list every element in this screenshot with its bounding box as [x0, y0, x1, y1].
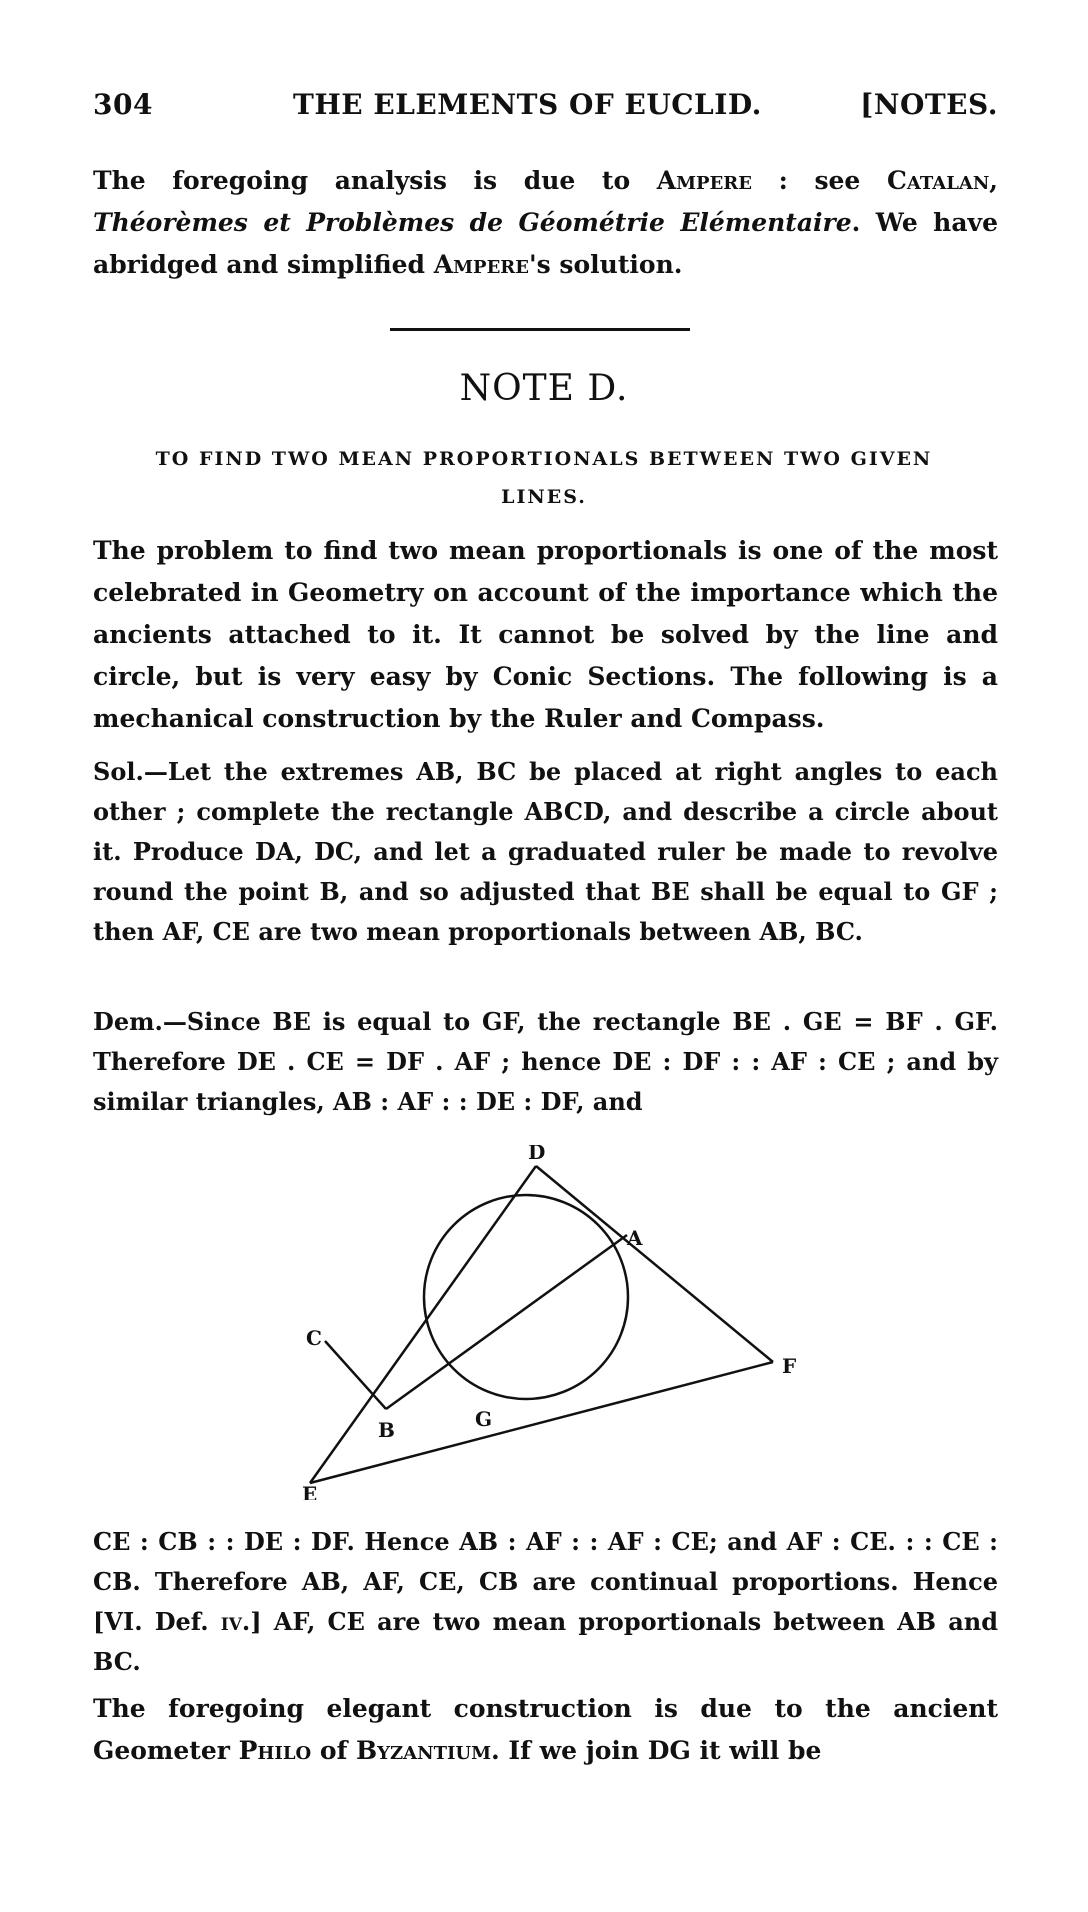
intro-paragraph: [93, 160, 998, 286]
page-header: [93, 88, 998, 128]
conclusion-text-1: CE : CB : : DE : DF. Hence AB : AF : : AF : CE; and AF : CE. : : CE : CB. Therefore AB, AF, CE, CB are continual proportions. Hence [VI. Def.: [93, 1527, 998, 1636]
label-b: B: [378, 1418, 395, 1442]
section-divider: [390, 328, 690, 331]
author-catalan: Catalan: [886, 166, 990, 195]
note-subtitle: TO FIND TWO MEAN PROPORTIONALS BETWEEN TWO GIVEN LINES.: [155, 448, 933, 508]
line-ba: [386, 1235, 627, 1409]
definition-number: iv: [220, 1607, 242, 1636]
attribution-text-3: . If we join DG it will be: [491, 1736, 822, 1765]
attribution-text-1: The foregoing elegant construction is due to the ancient Geometer: [93, 1694, 998, 1765]
label-d: D: [528, 1145, 546, 1164]
note-title: NOTE D.: [459, 368, 629, 409]
attribution-text-2: of: [311, 1736, 357, 1765]
page-number: 304: [93, 88, 153, 121]
place-byzantium: Byzantium: [356, 1736, 492, 1765]
conclusion-paragraph: [93, 1522, 998, 1682]
label-f: F: [782, 1354, 797, 1378]
intro-text-5: 's solution.: [529, 250, 683, 279]
intro-text-1: The foregoing analysis is due to: [93, 166, 657, 195]
circumscribed-circle: [424, 1195, 628, 1399]
author-ampere: Ampere: [656, 166, 752, 195]
geometry-figure: [290, 1145, 810, 1500]
section-marker: [NOTES.: [860, 88, 998, 121]
solution-paragraph: [93, 752, 998, 952]
figure-svg: [290, 1145, 810, 1500]
name-philo: Philo: [238, 1736, 312, 1765]
conclusion-text-2: .] AF, CE are two mean proportionals between AB and BC.: [93, 1607, 998, 1676]
book-title: Théorèmes et Problèmes de Géométrie Elémentaire: [93, 208, 852, 237]
running-title: THE ELEMENTS OF EUCLID.: [293, 88, 762, 121]
intro-text-2: : see: [752, 166, 887, 195]
attribution-paragraph: [93, 1688, 998, 1772]
intro-text-4: . We have abridged and simplified: [93, 208, 998, 279]
intro-text-3: ,: [989, 166, 998, 195]
line-df: [536, 1166, 773, 1362]
author-ampere-2: Ampere: [433, 250, 529, 279]
problem-paragraph: The problem to find two mean proportionals is one of the most celebrated in Geometry on account of the importance which the ancients attached to it. It cannot be solved by the line and circle, but is very easy by Conic Sections. The following is a mechanical construction by the Ruler and Compass.: [93, 536, 998, 733]
demonstration-paragraph: [93, 1002, 998, 1122]
dem-label: Dem.: [93, 1007, 163, 1036]
label-e: E: [302, 1482, 318, 1500]
sol-label: Sol.: [93, 757, 144, 786]
label-c: C: [306, 1326, 322, 1350]
dem-text: —Since BE is equal to GF, the rectangle BE . GE = BF . GF. Therefore DE . CE = DF . AF ; hence DE : DF : : AF : CE ; and by similar triangles, AB : AF : : DE : DF, and: [93, 1007, 998, 1116]
line-cb: [325, 1341, 386, 1409]
label-g: G: [475, 1407, 493, 1431]
sol-text: —Let the extremes AB, BC be placed at right angles to each other ; complete the rectangle ABCD, and describe a circle about it. Produce DA, DC, and let a graduated ruler be made to revolve round the point B, and so adjusted that BE shall be equal to GF ; then AF, CE are two mean proportionals between AB, BC.: [93, 757, 998, 946]
label-a: A: [627, 1226, 643, 1250]
